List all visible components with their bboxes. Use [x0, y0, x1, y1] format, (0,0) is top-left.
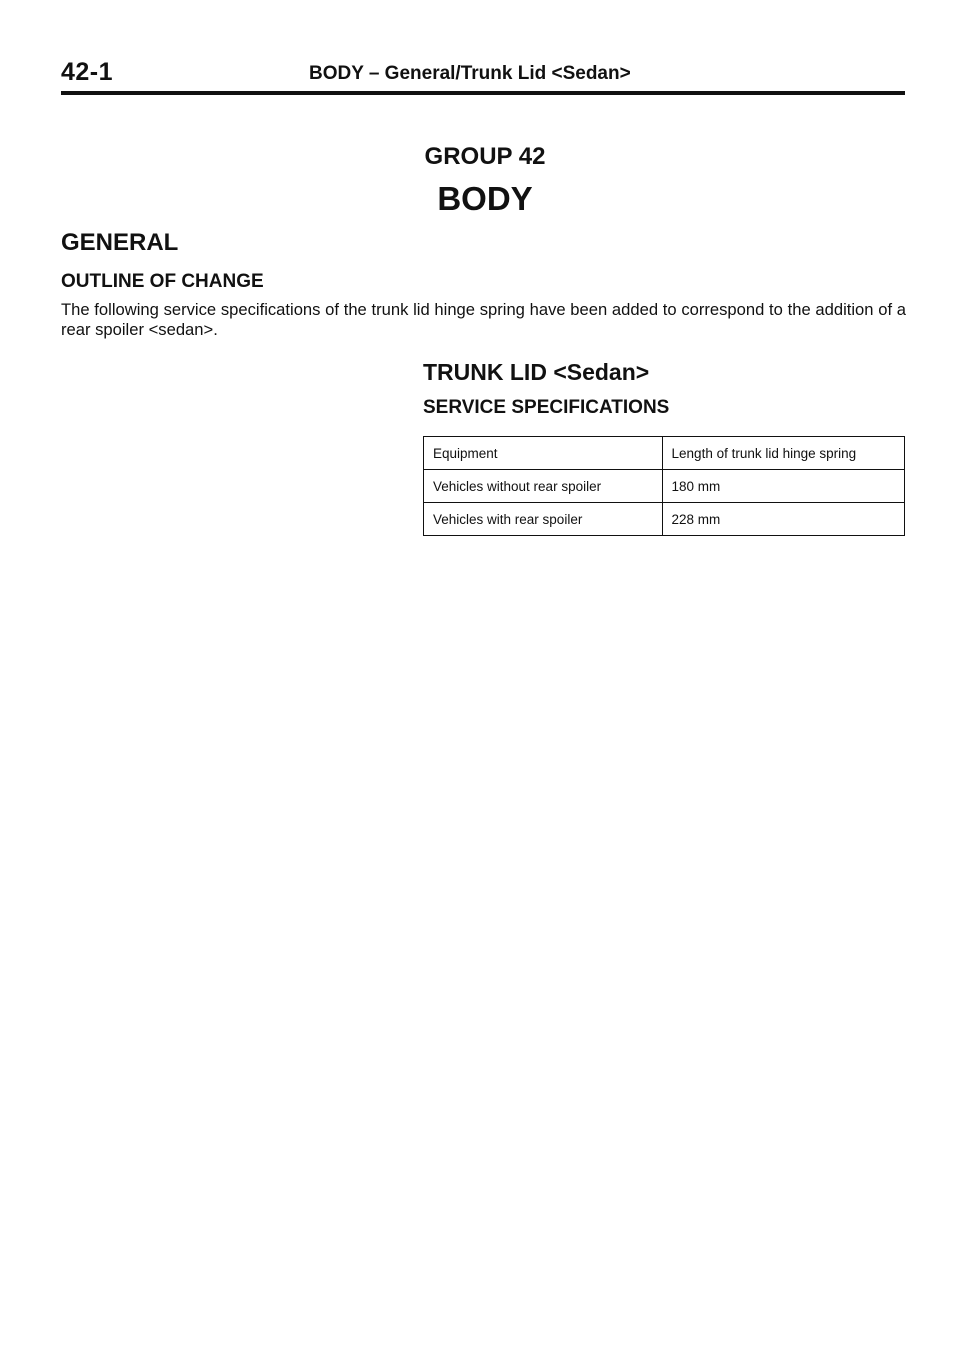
table-row — [424, 470, 905, 503]
table-header-row — [424, 437, 905, 470]
running-head: BODY – General/Trunk Lid <Sedan> — [309, 63, 631, 84]
table-row — [424, 503, 905, 536]
table-cell-equipment: Vehicles with rear spoiler — [424, 503, 663, 536]
page-number: 42-1 — [61, 58, 114, 86]
section-heading-general: GENERAL — [61, 229, 179, 256]
table-cell-length: 228 mm — [662, 503, 904, 536]
group-label: GROUP 42 — [424, 143, 546, 170]
header-rule — [61, 91, 905, 95]
table-cell-length: 180 mm — [662, 470, 904, 503]
table-header-length: Length of trunk lid hinge spring — [662, 437, 904, 470]
subsection-heading-outline: OUTLINE OF CHANGE — [61, 271, 264, 292]
group-title: BODY — [437, 180, 533, 217]
table-header-equipment: Equipment — [424, 437, 663, 470]
outline-paragraph: The following service specifications of the trunk lid hinge spring have been added to correspond to the addition of a rear spoiler <sedan>. — [61, 300, 906, 339]
service-specs-heading: SERVICE SPECIFICATIONS — [423, 397, 670, 418]
service-specs-table — [423, 436, 905, 536]
trunk-lid-heading: TRUNK LID <Sedan> — [423, 359, 650, 385]
table-cell-equipment: Vehicles without rear spoiler — [424, 470, 663, 503]
